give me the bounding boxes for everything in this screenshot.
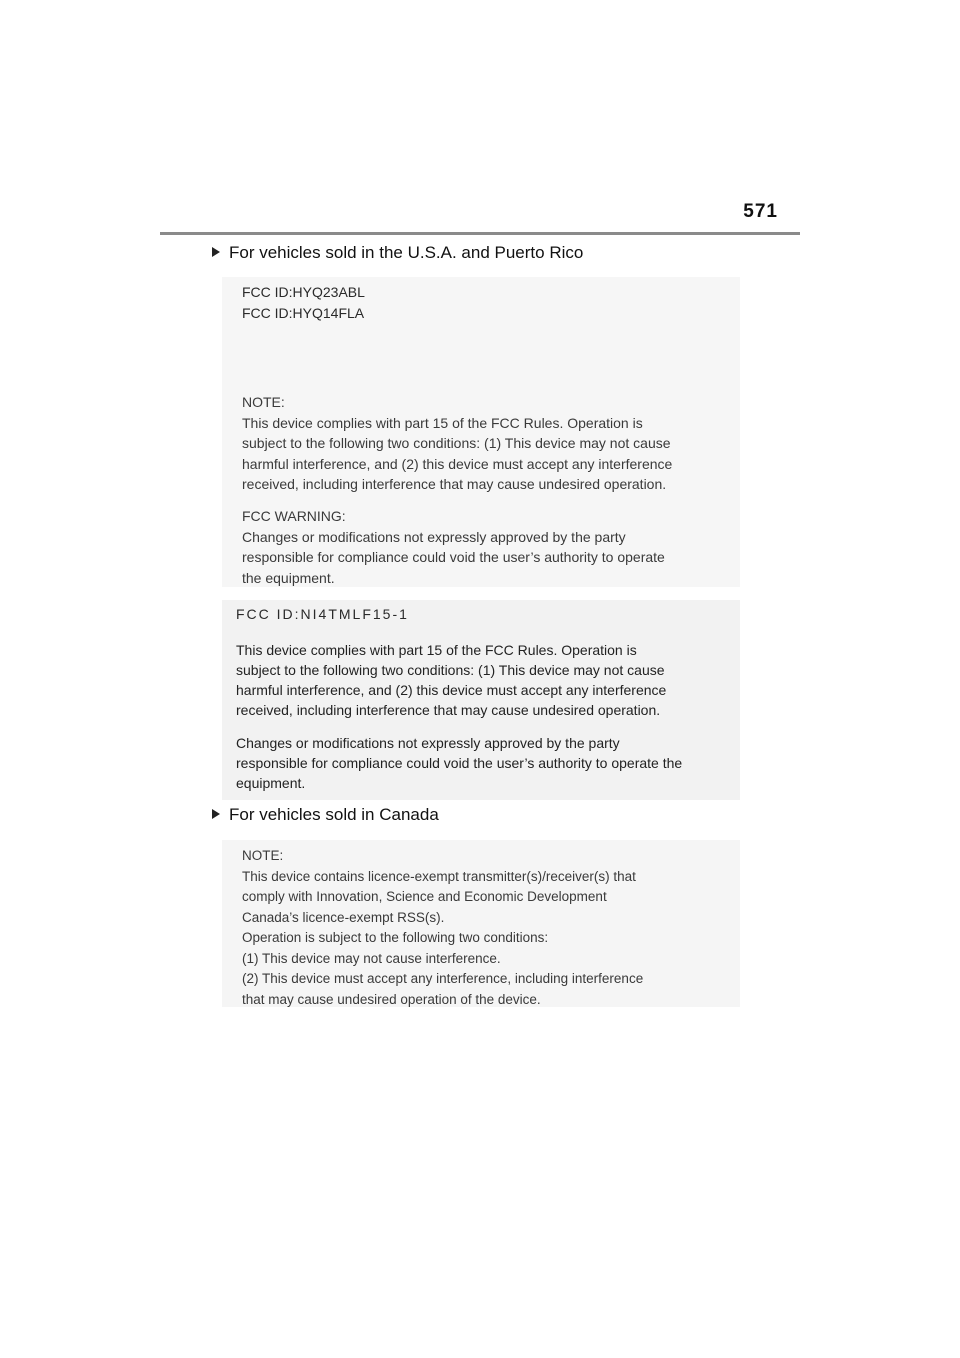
paragraph-line: received, including interference that may cause undesired operation.: [236, 702, 661, 718]
fcc-note-block: [242, 392, 730, 495]
note-title: NOTE:: [242, 394, 285, 410]
note-line: This device complies with part 15 of the FCC Rules. Operation is: [242, 414, 643, 431]
bullet-triangle-icon: [212, 247, 220, 257]
warning-title: FCC WARNING:: [242, 508, 346, 524]
section-heading-usa-text: For vehicles sold in the U.S.A. and Puerto Rico: [229, 243, 584, 262]
compliance-paragraph: [236, 640, 728, 720]
section-heading-usa: [212, 243, 583, 263]
note-title: NOTE:: [242, 848, 284, 863]
fcc-label-image-1: [222, 277, 740, 587]
ised-note-block: [242, 846, 730, 1010]
note-line: harmful interference, and (2) this device must accept any interference: [242, 455, 673, 472]
note-line: (1) This device may not cause interference.: [242, 950, 501, 966]
paragraph-line: subject to the following two conditions: (1) This device may not cause: [236, 662, 665, 678]
modification-paragraph: [236, 733, 728, 793]
section-heading-canada: [212, 805, 439, 825]
note-line: This device contains licence-exempt transmitter(s)/receiver(s) that: [242, 868, 636, 884]
fcc-id-line: FCC ID:NI4TMLF15-1: [236, 606, 409, 622]
note-line: subject to the following two conditions: (1) This device may not cause: [242, 435, 671, 451]
paragraph-line: Changes or modifications not expressly approved by the party: [236, 735, 620, 751]
fcc-id-line: FCC ID:HYQ14FLA: [242, 305, 365, 321]
paragraph-line: responsible for compliance could void the user’s authority to operate the: [236, 755, 683, 771]
note-line: received, including interference that may cause undesired operation.: [242, 476, 667, 492]
section-heading-canada-text: For vehicles sold in Canada: [229, 805, 439, 824]
warning-line: the equipment.: [242, 569, 335, 586]
paragraph-line: This device complies with part 15 of the FCC Rules. Operation is: [236, 642, 637, 658]
warning-line: Changes or modifications not expressly approved by the party: [242, 528, 626, 545]
note-line: that may cause undesired operation of the device.: [242, 991, 541, 1007]
fcc-label-image-2: [222, 600, 740, 800]
bullet-triangle-icon: [212, 809, 220, 819]
note-line: Operation is subject to the following two conditions:: [242, 930, 549, 945]
paragraph-line: equipment.: [236, 775, 306, 791]
note-line: (2) This device must accept any interference, including interference: [242, 971, 644, 986]
fcc-id-line: FCC ID:HYQ23ABL: [242, 284, 365, 300]
fcc-warning-block: [242, 506, 730, 588]
note-line: comply with Innovation, Science and Economic Development: [242, 889, 607, 904]
ised-label-image: [222, 840, 740, 1007]
fcc-id-list: [242, 282, 730, 324]
note-line: Canada’s licence-exempt RSS(s).: [242, 909, 445, 925]
paragraph-line: harmful interference, and (2) this device must accept any interference: [236, 682, 667, 698]
page-number: 571: [743, 201, 778, 222]
warning-line: responsible for compliance could void the user’s authority to operate: [242, 549, 665, 565]
header-rule: [160, 232, 800, 235]
